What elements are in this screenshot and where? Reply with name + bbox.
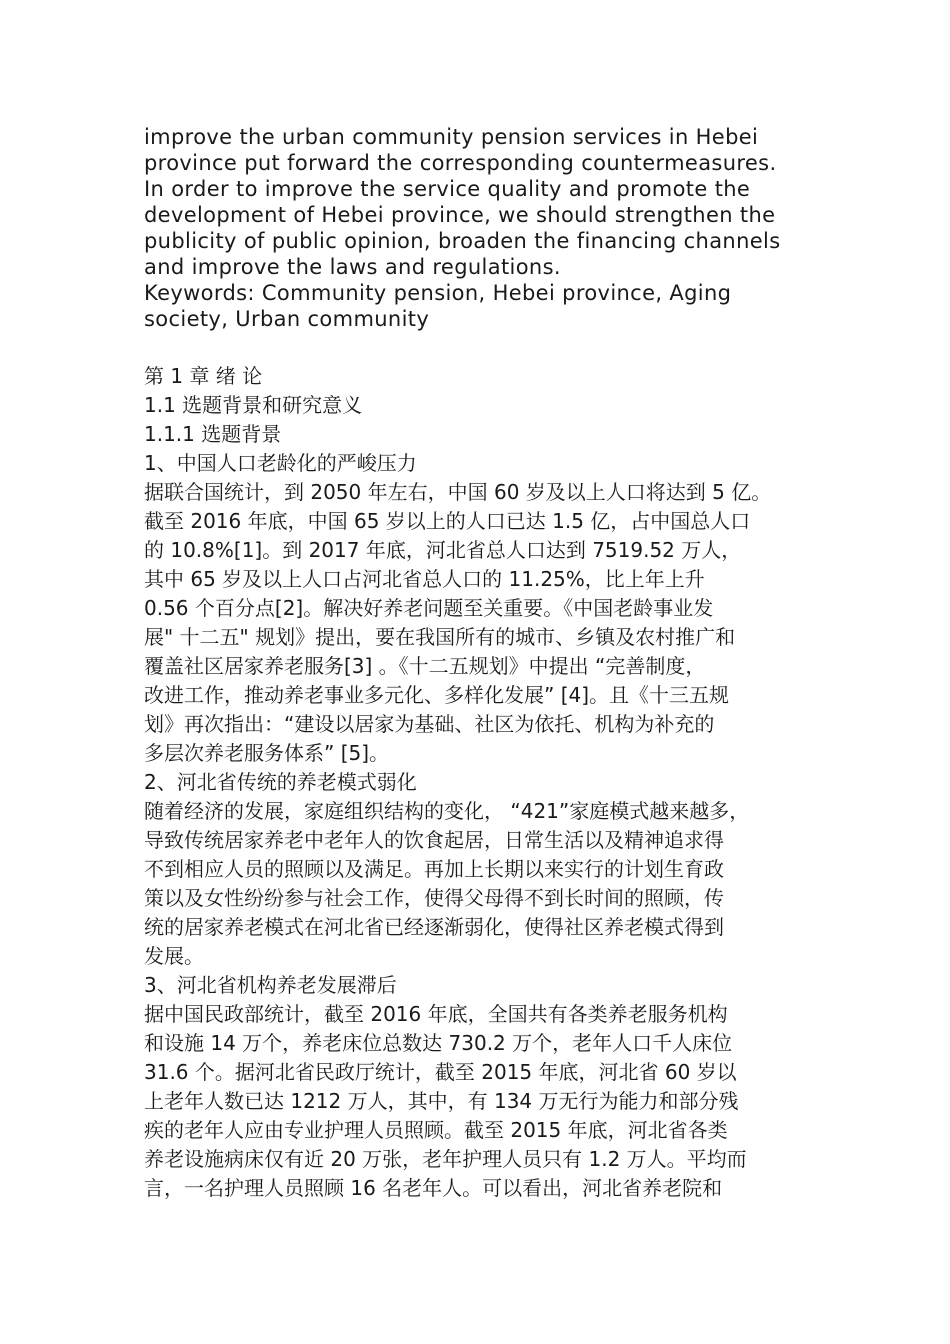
paragraph-line: 多层次养老服务体系” [5]。	[144, 741, 390, 765]
paragraph-line: 划》再次指出：“建设以居家为基础、社区为依托、机构为补充的	[144, 712, 715, 736]
paragraph-line: 策以及女性纷纷参与社会工作，使得父母得不到长时间的照顾，传	[144, 886, 724, 910]
subsection-title: 1.1.1 选题背景	[144, 422, 282, 446]
paragraph-line: 据联合国统计，到 2050 年左右，中国 60 岁及以上人口将达到 5 亿。	[144, 480, 772, 504]
chapter-title: 第 1 章 绪 论	[144, 364, 263, 388]
abstract-line: In order to improve the service quality and promote the	[144, 177, 751, 201]
point-heading: 1、中国人口老龄化的严峻压力	[144, 451, 417, 475]
paragraph-line: 发展。	[144, 944, 204, 968]
paragraph-line: 展" 十二五" 规划》提出，要在我国所有的城市、乡镇及农村推广和	[144, 625, 736, 649]
paragraph-line: 不到相应人员的照顾以及满足。再加上长期以来实行的计划生育政	[144, 857, 724, 881]
abstract-line: development of Hebei province, we should strengthen the	[144, 203, 776, 227]
document-page	[144, 124, 844, 1203]
keywords-line: Keywords: Community pension, Hebei province, Aging	[144, 281, 732, 305]
paragraph-line: 截至 2016 年底，中国 65 岁以上的人口已达 1.5 亿，占中国总人口	[144, 509, 751, 533]
paragraph-line: 疾的老年人应由专业护理人员照顾。截至 2015 年底，河北省各类	[144, 1118, 728, 1142]
paragraph-line: 导致传统居家养老中老年人的饮食起居，日常生活以及精神追求得	[144, 828, 724, 852]
abstract-line: province put forward the corresponding countermeasures.	[144, 151, 777, 175]
abstract-english	[144, 124, 844, 332]
point-1	[144, 449, 844, 768]
paragraph-line: 0.56 个百分点[2]。解决好养老问题至关重要。《中国老龄事业发	[144, 596, 714, 620]
point-2	[144, 768, 844, 971]
paragraph-line: 随着经济的发展，家庭组织结构的变化， “421”家庭模式越来越多，	[144, 799, 750, 823]
paragraph-line: 据中国民政部统计，截至 2016 年底，全国共有各类养老服务机构	[144, 1002, 728, 1026]
spacer	[144, 332, 844, 362]
point-3	[144, 971, 844, 1203]
paragraph-line: 言，一名护理人员照顾 16 名老年人。可以看出，河北省养老院和	[144, 1176, 723, 1200]
paragraph-line: 统的居家养老模式在河北省已经逐渐弱化，使得社区养老模式得到	[144, 915, 724, 939]
point-heading: 3、河北省机构养老发展滞后	[144, 973, 397, 997]
keywords-line: society, Urban community	[144, 307, 430, 331]
paragraph-line: 其中 65 岁及以上人口占河北省总人口的 11.25%，比上年上升	[144, 567, 705, 591]
paragraph-line: 的 10.8%[1]。到 2017 年底，河北省总人口达到 7519.52 万人，	[144, 538, 742, 562]
section-title: 1.1 选题背景和研究意义	[144, 393, 363, 417]
paragraph-line: 养老设施病床仅有近 20 万张，老年护理人员只有 1.2 万人。平均而	[144, 1147, 747, 1171]
paragraph-line: 覆盖社区居家养老服务[3] 。《十二五规划》中提出 “完善制度，	[144, 654, 706, 678]
paragraph-line: 31.6 个。据河北省民政厅统计，截至 2015 年底，河北省 60 岁以	[144, 1060, 737, 1084]
abstract-line: improve the urban community pension services in Hebei	[144, 125, 759, 149]
chapter-block	[144, 362, 844, 449]
point-heading: 2、河北省传统的养老模式弱化	[144, 770, 417, 794]
paragraph-line: 上老年人数已达 1212 万人，其中，有 134 万无行为能力和部分残	[144, 1089, 739, 1113]
paragraph-line: 改进工作，推动养老事业多元化、多样化发展” [4]。且《十三五规	[144, 683, 730, 707]
abstract-line: publicity of public opinion, broaden the financing channels	[144, 229, 781, 253]
paragraph-line: 和设施 14 万个，养老床位总数达 730.2 万个，老年人口千人床位	[144, 1031, 733, 1055]
abstract-line: and improve the laws and regulations.	[144, 255, 561, 279]
